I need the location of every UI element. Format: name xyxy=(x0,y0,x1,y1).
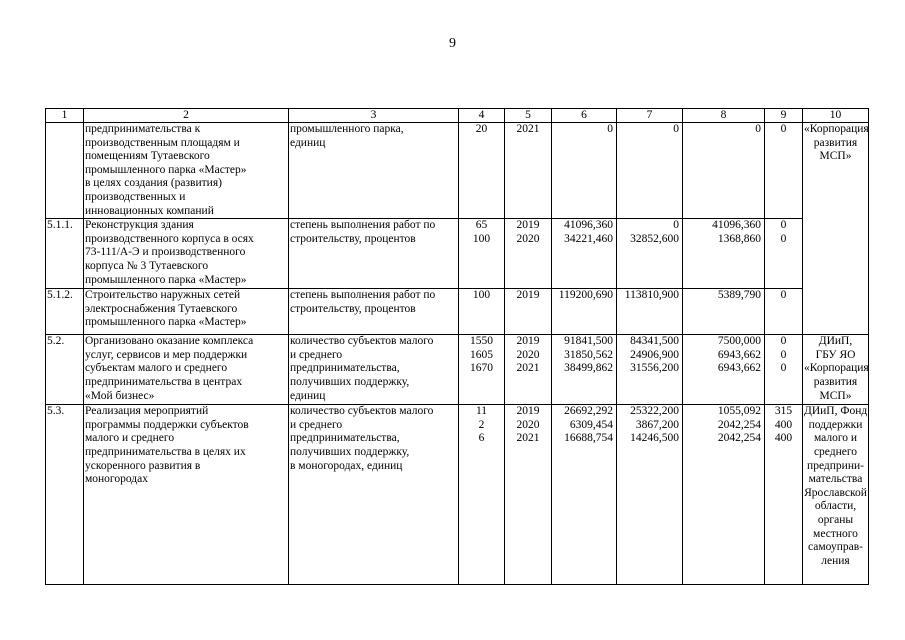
cell-line: 0 xyxy=(780,348,787,361)
cell-line: услуг, сервисов и мер поддержки xyxy=(85,348,248,361)
table-cell-c8 xyxy=(683,289,765,335)
cell-line: 119200,690 xyxy=(558,289,613,302)
table-cell-c8 xyxy=(683,335,765,405)
cell-line: 1055,092 xyxy=(717,405,761,418)
cell-line: 0 xyxy=(780,289,787,302)
cell-line: 6 xyxy=(478,432,485,445)
table-cell-c9 xyxy=(765,405,803,585)
cell-line: количество субъектов малого xyxy=(290,335,434,348)
table-cell-c10 xyxy=(803,123,869,335)
cell-line: 0 xyxy=(780,335,787,348)
cell-line: 73-111/А-Э и производственного xyxy=(85,246,246,259)
table-cell-c3 xyxy=(289,335,459,405)
table-cell-c1 xyxy=(46,289,84,335)
table-cell-c5 xyxy=(505,219,552,289)
column-header-1: 1 xyxy=(46,109,84,123)
cell-line: предпринимательства, xyxy=(290,362,400,375)
cell-line: и среднего xyxy=(290,418,343,431)
cell-line: 34221,460 xyxy=(564,232,613,245)
cell-line: 0 xyxy=(607,123,613,135)
table-cell-c2 xyxy=(84,289,289,335)
table-cell-c3 xyxy=(289,405,459,585)
table-cell-c5 xyxy=(505,335,552,405)
cell-line: 6309,454 xyxy=(569,418,613,431)
cell-line: 6943,662 xyxy=(717,362,761,375)
cell-line: Организовано оказание комплекса xyxy=(85,335,254,348)
cell-line: 3867,200 xyxy=(635,418,679,431)
cell-line: «Мой бизнес» xyxy=(85,389,155,402)
table-cell-c5 xyxy=(505,289,552,335)
cell-line: ГБУ ЯО xyxy=(815,348,856,361)
cell-line: получивших поддержку, xyxy=(290,445,410,458)
cell-line: промышленного парка «Мастер» xyxy=(85,163,247,176)
cell-line: 0 xyxy=(673,219,679,232)
cell-line: программы поддержки субъектов xyxy=(85,418,249,431)
cell-line: промышленного парка, xyxy=(290,123,404,135)
column-header-9: 9 xyxy=(765,109,803,123)
table-cell-c2 xyxy=(84,123,289,219)
cell-line: промышленного парка «Мастер» xyxy=(85,273,247,286)
cell-line: 100 xyxy=(472,289,491,302)
table-cell-c9 xyxy=(765,289,803,335)
cell-line: 2019 xyxy=(516,289,540,302)
cell-line: 1368,860 xyxy=(717,232,761,245)
table-cell-c5 xyxy=(505,405,552,585)
cell-line: 2 xyxy=(478,418,485,431)
table-cell-c7 xyxy=(617,123,683,219)
cell-line: моногородах xyxy=(85,473,148,486)
cell-line: 41096,360 xyxy=(712,219,761,232)
cell-line: 16688,754 xyxy=(564,432,613,445)
cell-line: 2020 xyxy=(516,418,540,431)
cell-line: 400 xyxy=(774,418,793,431)
row-number: 5.3. xyxy=(47,405,65,418)
cell-line: ускоренного развития в xyxy=(85,459,201,472)
cell-line: количество субъектов малого xyxy=(290,405,434,418)
cell-line: среднего xyxy=(813,445,858,458)
table-cell-c4 xyxy=(459,405,505,585)
cell-line: 2021 xyxy=(516,123,540,135)
cell-line: 11 xyxy=(475,405,488,418)
table-cell-c8 xyxy=(683,405,765,585)
cell-line: 14246,500 xyxy=(630,432,679,445)
cell-line: 2020 xyxy=(516,232,540,245)
cell-line: промышленного парка «Мастер» xyxy=(85,316,247,329)
cell-line: предпринимательства в центрах xyxy=(85,375,243,388)
cell-line: 2042,254 xyxy=(717,432,761,445)
row-number: 5.2. xyxy=(47,335,65,348)
cell-line: поддержки xyxy=(808,418,863,431)
cell-line: самоуправ- xyxy=(808,541,863,554)
table-cell-c2 xyxy=(84,335,289,405)
table-cell-c7 xyxy=(617,289,683,335)
table-cell-c6 xyxy=(552,335,617,405)
cell-line: малого и xyxy=(813,432,858,445)
column-header-2: 2 xyxy=(84,109,289,123)
cell-line: 6943,662 xyxy=(717,348,761,361)
cell-line: предприни- xyxy=(807,459,864,472)
cell-line: области, xyxy=(814,500,857,513)
cell-line: Ярославской xyxy=(804,486,867,499)
table-cell-c9 xyxy=(765,123,803,219)
cell-line: 7500,000 xyxy=(717,335,761,348)
cell-line: инновационных компаний xyxy=(85,204,214,217)
cell-line: 315 xyxy=(774,405,793,418)
cell-line: «Корпорация xyxy=(804,362,869,375)
table-cell-c7 xyxy=(617,219,683,289)
cell-line: 38499,862 xyxy=(564,362,613,375)
table-cell-c3 xyxy=(289,123,459,219)
cell-line: 1670 xyxy=(470,362,493,375)
cell-line: единиц xyxy=(290,136,326,149)
table-cell-c10 xyxy=(803,335,869,405)
table-cell-c6 xyxy=(552,289,617,335)
column-header-5: 5 xyxy=(505,109,552,123)
cell-line: 2042,254 xyxy=(717,418,761,431)
table-cell-c4 xyxy=(459,289,505,335)
cell-line: 20 xyxy=(475,123,488,135)
cell-line: предпринимательства, xyxy=(290,432,400,445)
cell-line: электроснабжения Тутаевского xyxy=(85,302,238,315)
cell-line: 25322,200 xyxy=(630,405,679,418)
cell-line: местного xyxy=(813,527,858,540)
cell-line: в моногородах, единиц xyxy=(290,459,403,472)
cell-line: 2019 xyxy=(516,405,540,418)
table-cell-c4 xyxy=(459,219,505,289)
table-cell-c4 xyxy=(459,335,505,405)
cell-line: 1605 xyxy=(470,348,493,361)
cell-line: мательства xyxy=(808,473,863,486)
cell-line: 400 xyxy=(774,432,793,445)
table-cell-c1 xyxy=(46,123,84,219)
cell-line: строительству, процентов xyxy=(290,302,416,315)
cell-line: производственного корпуса в осях xyxy=(85,232,254,245)
cell-line: 5389,790 xyxy=(717,289,761,302)
cell-line: Реализация мероприятий xyxy=(85,405,209,418)
table-cell-c8 xyxy=(683,123,765,219)
cell-line: 65 xyxy=(475,219,488,232)
row-number: 5.1.2. xyxy=(47,289,73,302)
cell-line: 0 xyxy=(780,123,787,135)
table-row xyxy=(46,289,869,335)
cell-line: 0 xyxy=(780,362,787,375)
table-cell-c6 xyxy=(552,123,617,219)
column-header-4: 4 xyxy=(459,109,505,123)
table-cell-c9 xyxy=(765,335,803,405)
table-cell-c1 xyxy=(46,335,84,405)
table-row xyxy=(46,335,869,405)
table-cell-c1 xyxy=(46,405,84,585)
cell-line: в целях создания (развития) xyxy=(85,177,222,190)
cell-line: 2019 xyxy=(516,219,540,232)
table-cell-c1 xyxy=(46,219,84,289)
cell-line: степень выполнения работ по xyxy=(290,289,436,302)
cell-line: 41096,360 xyxy=(564,219,613,232)
table-cell-c2 xyxy=(84,219,289,289)
table-cell-c8 xyxy=(683,219,765,289)
table-cell-c3 xyxy=(289,289,459,335)
table-row xyxy=(46,123,869,219)
table-cell-c10 xyxy=(803,405,869,585)
cell-line: 2020 xyxy=(516,348,540,361)
cell-line: 2021 xyxy=(516,432,540,445)
cell-line: 0 xyxy=(780,232,787,245)
column-header-7: 7 xyxy=(617,109,683,123)
cell-line: 31556,200 xyxy=(630,362,679,375)
cell-line: ления xyxy=(821,554,850,567)
cell-line: предпринимательства в целях их xyxy=(85,445,246,458)
table-cell-c2 xyxy=(84,405,289,585)
cell-line: предпринимательства к xyxy=(85,123,201,135)
cell-line: 31850,562 xyxy=(564,348,613,361)
cell-line: органы xyxy=(817,513,854,526)
column-header-6: 6 xyxy=(552,109,617,123)
cell-line: 24906,900 xyxy=(630,348,679,361)
cell-line: помещениям Тутаевского xyxy=(85,150,210,163)
cell-line: производственных и xyxy=(85,190,186,203)
data-table xyxy=(45,108,869,585)
table-header-row xyxy=(46,109,869,123)
cell-line: и среднего xyxy=(290,348,343,361)
cell-line: 2019 xyxy=(516,335,540,348)
cell-line: 0 xyxy=(673,123,679,135)
column-header-8: 8 xyxy=(683,109,765,123)
table-cell-c3 xyxy=(289,219,459,289)
cell-line: единиц xyxy=(290,389,326,402)
cell-line: 32852,600 xyxy=(630,232,679,245)
table-cell-c9 xyxy=(765,219,803,289)
table-body xyxy=(46,109,869,585)
cell-line: 100 xyxy=(472,232,491,245)
cell-line: развития xyxy=(813,136,858,149)
cell-line: корпуса № 3 Тутаевского xyxy=(85,259,209,272)
cell-line: 0 xyxy=(755,123,761,135)
cell-line: строительству, процентов xyxy=(290,232,416,245)
cell-line: 84341,500 xyxy=(630,335,679,348)
cell-line: Реконструкция здания xyxy=(85,219,194,232)
table-row xyxy=(46,219,869,289)
column-header-10: 10 xyxy=(803,109,869,123)
table-cell-c4 xyxy=(459,123,505,219)
cell-line: малого и среднего xyxy=(85,432,175,445)
table-cell-c5 xyxy=(505,123,552,219)
table-row xyxy=(46,405,869,585)
cell-line: 91841,500 xyxy=(564,335,613,348)
cell-line: степень выполнения работ по xyxy=(290,219,436,232)
cell-line: 113810,900 xyxy=(624,289,679,302)
table-cell-c6 xyxy=(552,405,617,585)
cell-line: Строительство наружных сетей xyxy=(85,289,241,302)
row-number: 5.1.1. xyxy=(47,219,73,232)
table-cell-c6 xyxy=(552,219,617,289)
cell-line: 26692,292 xyxy=(564,405,613,418)
table-cell-c7 xyxy=(617,335,683,405)
cell-line: ДИиП, Фонд xyxy=(804,405,868,418)
cell-line: «Корпорация xyxy=(804,123,869,135)
cell-line: получивших поддержку, xyxy=(290,375,410,388)
cell-line: МСП» xyxy=(819,150,852,163)
cell-line: МСП» xyxy=(819,389,852,402)
table-cell-c7 xyxy=(617,405,683,585)
cell-line: ДИиП, xyxy=(818,335,853,348)
cell-line: развития xyxy=(813,375,858,388)
cell-line: производственным площадям и xyxy=(85,136,240,149)
cell-line: 0 xyxy=(780,219,787,232)
cell-line: субъектам малого и среднего xyxy=(85,362,228,375)
cell-line: 2021 xyxy=(516,362,540,375)
cell-line: 1550 xyxy=(470,335,493,348)
page-number: 9 xyxy=(449,36,456,51)
column-header-3: 3 xyxy=(289,109,459,123)
